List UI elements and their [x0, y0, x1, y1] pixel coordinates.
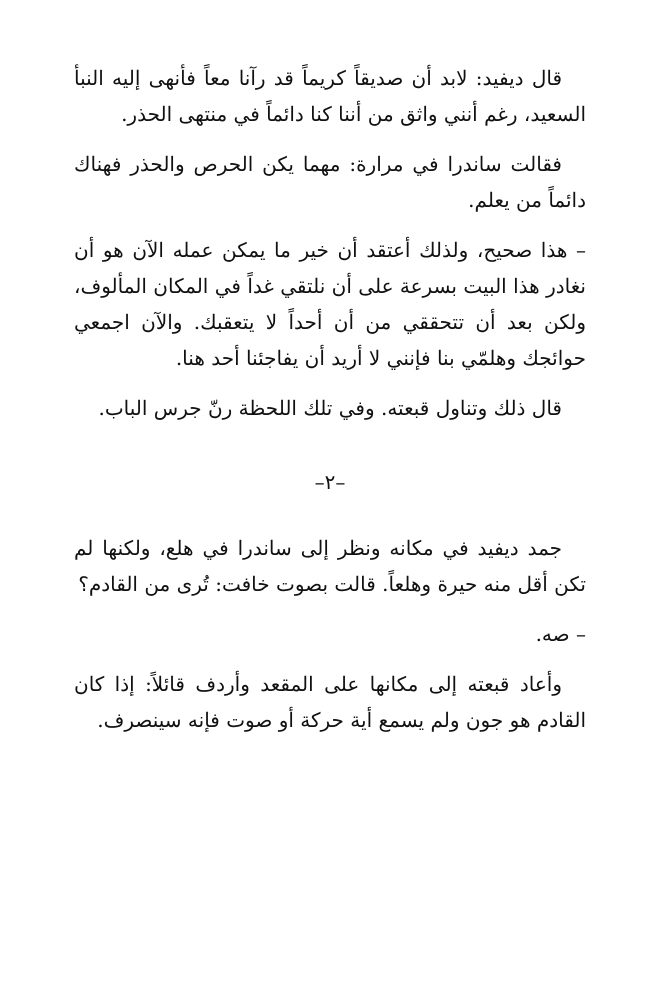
paragraph-hush: – صه.	[535, 622, 586, 646]
section-number: –٢–	[314, 470, 346, 494]
paragraph-sandra-replies: فقالت ساندرا في مرارة: مهما يكن الحرص والحذر فهناك دائماً من يعلم.	[74, 152, 586, 212]
paragraph-hat-return: وأعاد قبعته إلى مكانها على المقعد وأردف قائلاً: إذا كان القادم هو جون ولم يسمع أية حركة أو صوت فإنه سينصرف.	[74, 672, 586, 732]
paragraph-dialogue-plan: – هذا صحيح، ولذلك أعتقد أن خير ما يمكن عمله الآن هو أن نغادر هذا البيت بسرعة على أن نلتقي غداً في المكان المألوف، ولكن بعد أن تتحققي من أن أحداً لا يتعقبك. والآن اجمعي حوائجك وهلمّي بنا فإنني لا أريد أن يفاجئنا أحد هنا.	[74, 238, 586, 370]
book-page	[74, 60, 586, 752]
paragraph-doorbell: قال ذلك وتناول قبعته. وفي تلك اللحظة رنّ جرس الباب.	[98, 396, 562, 420]
paragraph-david-speaks: قال ديفيد: لابد أن صديقاً كريماً قد رآنا معاً فأنهى إليه النبأ السعيد، رغم أنني واثق من أننا كنا دائماً في منتهى الحذر.	[74, 66, 586, 126]
paragraph-david-freezes: جمد ديفيد في مكانه ونظر إلى ساندرا في هلع، ولكنها لم تكن أقل منه حيرة وهلعاً. قالت بصوت خافت: تُرى من القادم؟	[74, 536, 586, 596]
